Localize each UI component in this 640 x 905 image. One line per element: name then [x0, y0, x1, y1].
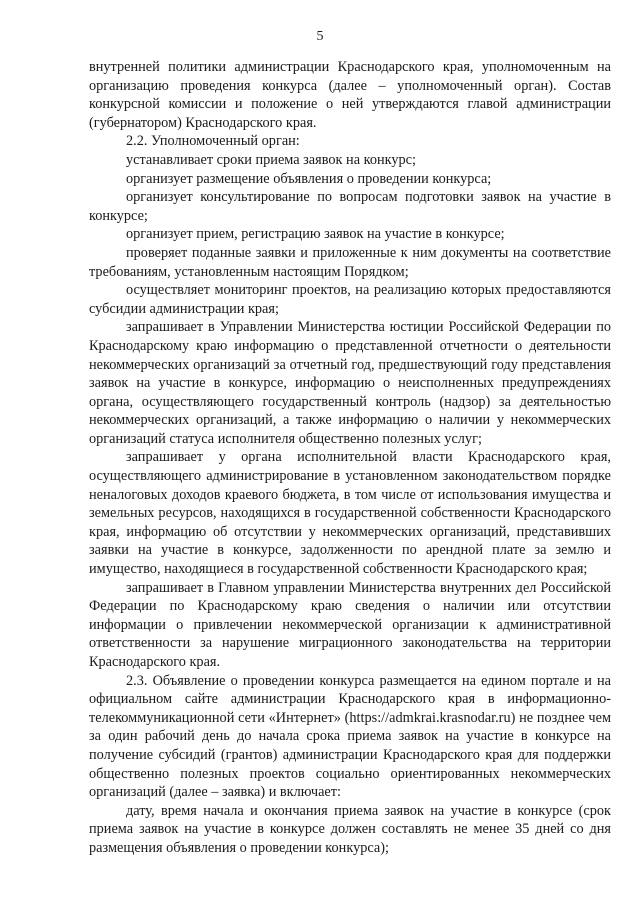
document-body — [89, 58, 611, 858]
paragraph: 2.3. Объявление о проведении конкурса размещается на едином портале и на официальном сайте администрации Краснодарского края в информационно-телекоммуникационной сети «Интернет» (https://admkrai.krasnodar.ru) не позднее чем за один рабочий день до начала срока приема заявок на участие в конкурсе на получение субсидий (грантов) администрации Краснодарского края для поддержки общественно полезных проектов социально ориентированных некоммерческих организаций (далее – заявка) и включает: — [89, 672, 611, 801]
paragraph: запрашивает в Управлении Министерства юстиции Российской Федерации по Краснодарскому краю информацию о представленной отчетности о деятельности некоммерческих организаций за отчетный год, предшествующий году представления заявок на участие в конкурсе, информацию о неисполненных предупреждениях органа, осуществляющего государственный контроль (надзор) за деятельностью некоммерческих организаций, а также информацию о наличии у некоммерческих организаций статуса исполнителя общественно полезных услуг; — [89, 319, 611, 447]
paragraph: организует консультирование по вопросам подготовки заявок на участие в конкурсе; — [89, 189, 611, 224]
paragraph: запрашивает в Главном управлении Министерства внутренних дел Российской Федерации по Краснодарскому краю сведения о наличии или отсутствии информации о привлечении некоммерческой организации к административной ответственности за нарушение миграционного законодательства на территории Краснодарского края. — [89, 579, 611, 670]
section-heading: 2.2. Уполномоченный орган: — [126, 133, 300, 150]
paragraph: устанавливает сроки приема заявок на конкурс; — [126, 151, 417, 168]
paragraph: проверяет поданные заявки и приложенные к ним документы на соответствие требованиям, установленным настоящим Порядком; — [89, 244, 611, 280]
paragraph: осуществляет мониторинг проектов, на реализацию которых предоставляются субсидии администрации края; — [89, 282, 611, 317]
paragraph: внутренней политики администрации Краснодарского края, уполномоченным на организацию проведения конкурса (далее – уполномоченный орган). Состав конкурсной комиссии и положение о ней утверждаются главой администрации (губернатором) Краснодарского края. — [89, 59, 611, 131]
paragraph: организует прием, регистрацию заявок на участие в конкурсе; — [126, 226, 505, 243]
paragraph: дату, время начала и окончания приема заявок на участие в конкурсе (срок приема заявок на участие в конкурсе должен составлять не менее 35 дней со дня размещения объявления о проведении конкурса); — [89, 802, 611, 856]
paragraph: запрашивает у органа исполнительной власти Краснодарского края, осуществляющего администрирование в установленном законодательством порядке неналоговых доходов краевого бюджета, в том числе от использования имущества и земельных ресурсов, находящихся в государственной собственности Краснодарского края, информацию об отсутствии у некоммерческих организаций, представивших заявки на участие в конкурсе, задолженности по арендной плате за землю и имущество, находящиеся в государственной собственности Краснодарского края; — [89, 449, 611, 578]
page-number: 5 — [316, 29, 324, 44]
paragraph: организует размещение объявления о проведении конкурса; — [126, 170, 492, 187]
